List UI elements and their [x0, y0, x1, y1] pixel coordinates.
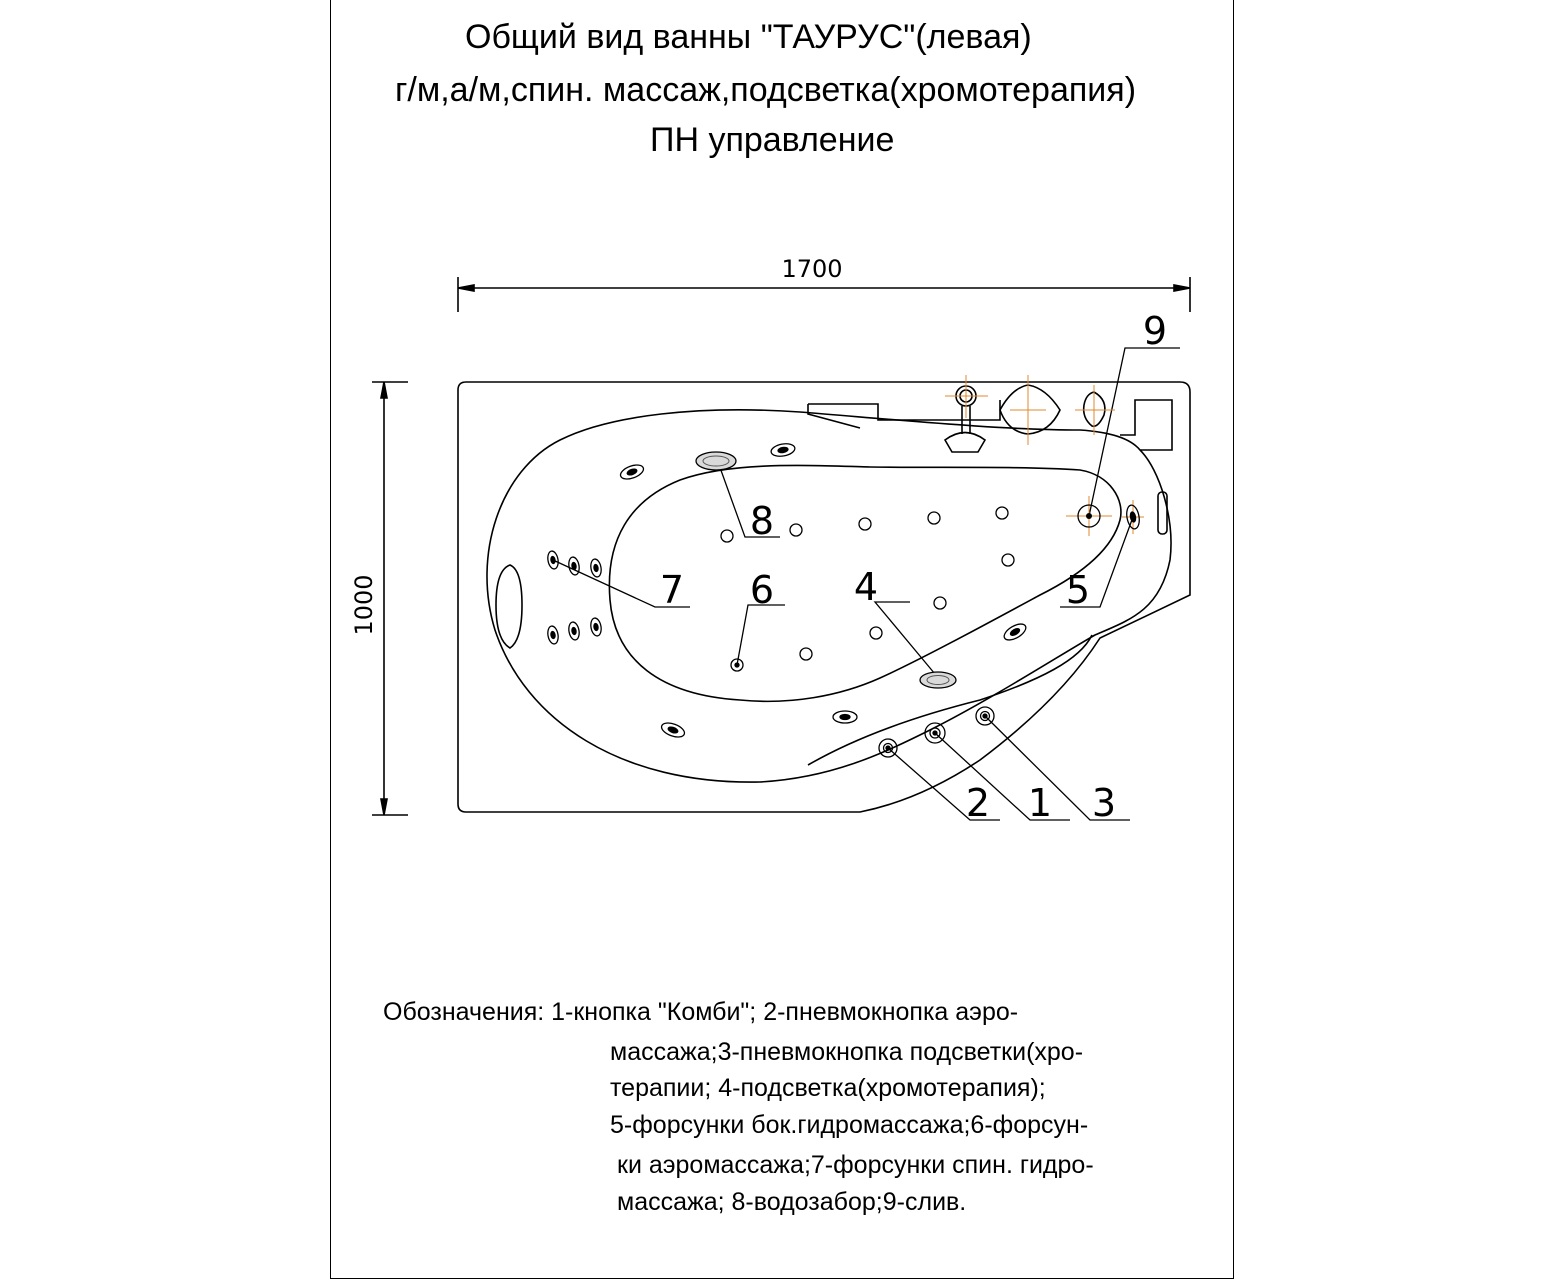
title-line-1: Общий вид ванны "ТАУРУС"(левая) — [465, 18, 1032, 56]
water-intake — [696, 452, 736, 470]
callout-6: 6 — [749, 568, 775, 612]
callout-4: 4 — [853, 565, 879, 609]
combi-button — [925, 723, 945, 743]
legend-line-5: ки аэромассажа;7-форсунки спин. гидро- — [617, 1151, 1094, 1179]
callout-2: 2 — [965, 781, 991, 825]
height-dimension-label: 1000 — [350, 574, 378, 636]
width-dimension-label: 1700 — [781, 255, 843, 283]
legend-line-4: 5-форсунки бок.гидромассажа;6-форсун- — [610, 1111, 1089, 1139]
title-line-3: ПН управление — [650, 121, 895, 159]
callout-1: 1 — [1027, 781, 1053, 825]
air-massage-pneumo-button — [879, 739, 897, 757]
callout-8: 8 — [749, 499, 775, 543]
side-handle — [1158, 492, 1167, 534]
deck-right-step — [1120, 400, 1172, 450]
callout-9: 9 — [1142, 309, 1168, 353]
callout-3: 3 — [1091, 781, 1117, 825]
light-pneumo-button — [976, 707, 994, 725]
bathtub-headrest — [496, 565, 522, 648]
callout-labels — [660, 309, 1167, 825]
side-hydro-jets — [619, 442, 1141, 740]
title-line-2: г/м,а/м,спин. массаж,подсветка(хромотерапия) — [395, 71, 1137, 109]
legend-line-3: терапии; 4-подсветка(хромотерапия); — [610, 1074, 1046, 1102]
legend-line-6: массажа; 8-водозабор;9-слив. — [617, 1188, 967, 1216]
deck-slot — [808, 400, 1000, 420]
chromotherapy-light — [920, 672, 956, 688]
back-hydro-jets — [547, 550, 603, 644]
legend-line-2: массажа;3-пневмокнопка подсветки(хро- — [610, 1038, 1084, 1066]
legend-line-1: Обозначения: 1-кнопка "Комби"; 2-пневмокнопка аэро- — [383, 998, 1019, 1026]
callout-7: 7 — [659, 568, 685, 612]
callout-5: 5 — [1065, 568, 1091, 612]
